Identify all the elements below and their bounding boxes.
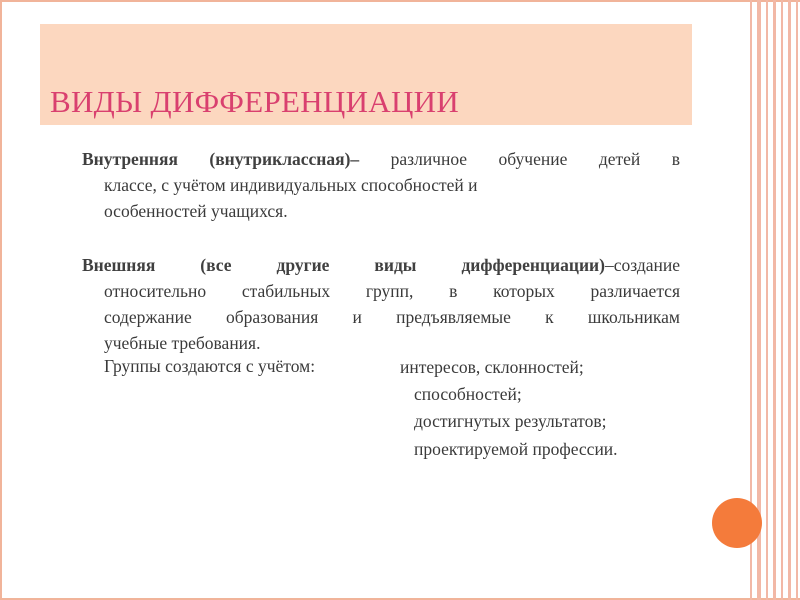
slide-title: ВИДЫ ДИФФЕРЕНЦИАЦИИ (50, 84, 460, 119)
external-line-1 (82, 252, 680, 278)
groups-item: достигнутых результатов; (414, 411, 607, 431)
internal-term: Внутренняя (внутриклассная)– (82, 149, 360, 169)
groups-item: проектируемой профессии. (414, 439, 618, 459)
external-body (82, 278, 680, 356)
internal-line-1-rest: различное обучение детей в (359, 149, 680, 169)
external-line-2: относительно стабильных групп, в которых различается (104, 281, 680, 301)
internal-line-2: классе, с учётом индивидуальных способностей и (104, 175, 478, 195)
groups-item: способностей; (414, 384, 522, 404)
internal-differentiation-paragraph (82, 146, 680, 224)
external-line-1-rest: –создание (604, 255, 680, 275)
external-differentiation-paragraph (82, 252, 680, 356)
groups-label: Группы создаются с учётом: (104, 356, 316, 376)
internal-line-1 (82, 146, 680, 172)
external-line-4: учебные требования. (104, 333, 261, 353)
internal-line-3: особенностей учащихся. (104, 201, 288, 221)
external-term: Внешняя (все другие виды дифференциации) (82, 255, 605, 275)
groups-item: интересов, склонностей; (400, 357, 584, 377)
external-line-3: содержание образования и предъявляемые к школьникам (104, 307, 680, 327)
decorative-circle (712, 498, 762, 548)
